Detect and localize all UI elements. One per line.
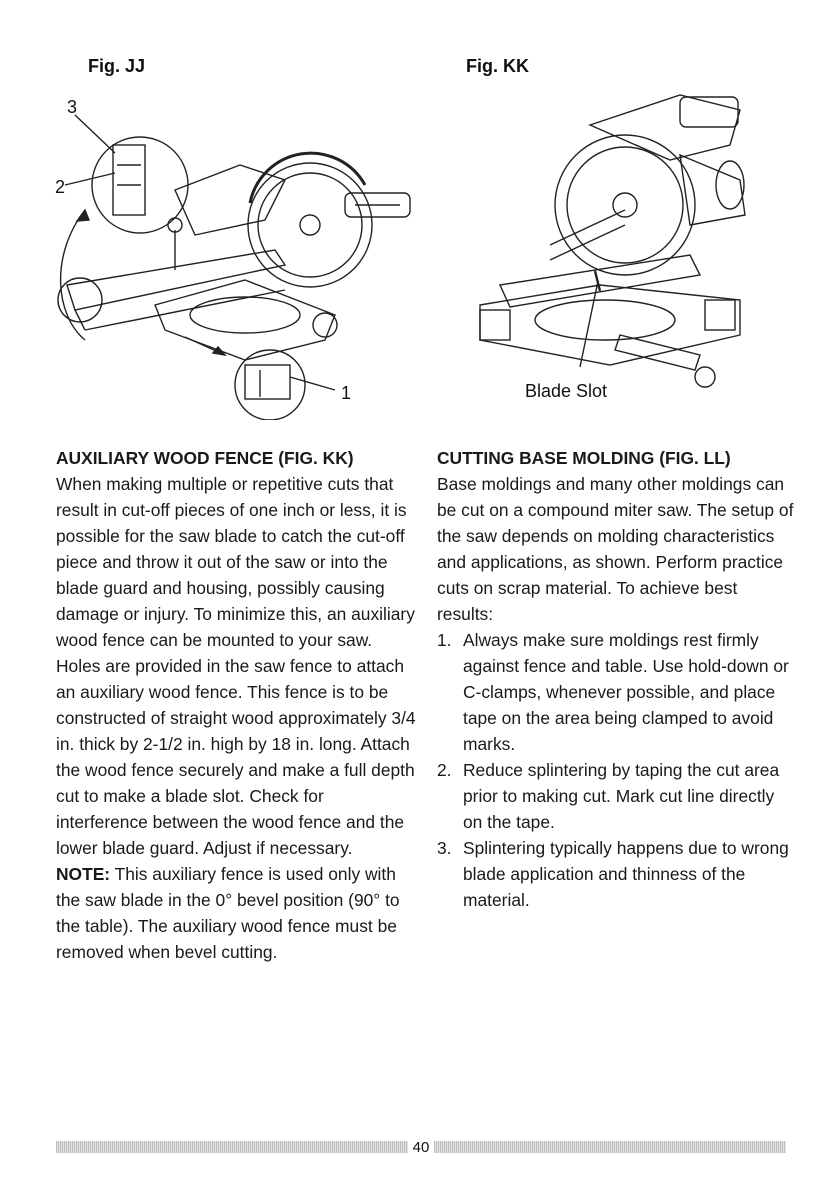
right-column <box>437 445 797 913</box>
base-molding-intro: Base moldings and many other moldings can be cut on a compound miter saw. The setup of the saw depends on molding characteristics and applications, as shown. Perform practice cuts on scrap material. To achieve best results: <box>437 474 794 624</box>
callout-3-leader <box>75 115 115 153</box>
saw-base <box>480 285 740 365</box>
figure-jj-label: Fig. JJ <box>88 56 146 76</box>
motor-housing <box>175 165 285 235</box>
note-text: This auxiliary fence is used only with the saw blade in the 0° bevel position (90° to the table). The auxiliary wood fence must be removed when bevel cutting. <box>56 864 400 962</box>
step-text: Reduce splintering by taping the cut area prior to making cut. Mark cut line directly on the tape. <box>463 760 780 832</box>
step-number: 3. <box>437 838 452 858</box>
saw-blade <box>555 135 695 275</box>
figure-kk-illustration <box>440 85 770 420</box>
callout-1-leader <box>290 377 335 390</box>
fence-detail <box>113 145 145 215</box>
footer-bar-left <box>56 1141 408 1153</box>
figure-jj-illustration <box>45 85 425 420</box>
callout-2: 2 <box>55 177 66 197</box>
auxiliary-fence-paragraph: When making multiple or repetitive cuts that result in cut-off pieces of one inch or less, it is possible for the saw blade to catch the cut-off piece and throw it out of the saw or into the blade guard and housing, possibly causing damage or injury. To minimize this, an auxiliary wood fence can be mounted to your saw. Holes are provided in the saw fence to attach an auxiliary wood fence. This fence is to be constructed of straight wood approximately 3/4 in. thick by 2-1/2 in. high by 18 in. long. Attach the wood fence securely and make a full depth cut to make a blade slot. Check for interference between the wood fence and the lower blade guard. Adjust if necessary. <box>56 474 416 858</box>
figure-kk-label: Fig. KK <box>466 56 529 76</box>
note-paragraph <box>56 861 418 965</box>
note-label: NOTE: <box>56 864 111 884</box>
blade-slot-callout: Blade Slot <box>525 381 608 401</box>
step-text: Always make sure moldings rest firmly against fence and table. Use hold-down or C-clamps, whenever possible, and place tape on the area being clamped to avoid marks. <box>463 630 789 754</box>
callout-3: 3 <box>67 97 78 117</box>
step-item <box>437 627 797 757</box>
miter-saw-drawing-kk <box>440 85 770 420</box>
saw-handle <box>680 97 738 127</box>
callout-1: 1 <box>341 383 352 403</box>
motor-housing <box>680 155 745 225</box>
miter-saw-drawing-jj <box>45 85 425 420</box>
step-number: 1. <box>437 630 452 650</box>
section-heading-auxiliary-wood-fence: AUXILIARY WOOD FENCE (FIG. KK) <box>56 448 354 468</box>
saw-base <box>155 280 335 360</box>
saw-blade <box>248 163 372 287</box>
section-heading-cutting-base-molding: CUTTING BASE MOLDING (FIG. LL) <box>437 448 731 468</box>
callout-2-leader <box>65 173 115 185</box>
page-footer <box>56 1136 786 1158</box>
detail-inset-left <box>58 278 102 322</box>
lock-knob <box>695 367 715 387</box>
lock-knob <box>313 313 337 337</box>
step-number: 2. <box>437 760 452 780</box>
footer-bar-right <box>434 1141 786 1153</box>
best-results-steps <box>437 627 797 913</box>
step-item <box>437 757 797 835</box>
wood-fence <box>500 255 700 307</box>
step-text: Splintering typically happens due to wrong blade application and thinness of the material. <box>463 838 789 910</box>
left-column <box>56 445 418 965</box>
miter-arm <box>615 335 700 370</box>
step-item <box>437 835 797 913</box>
page-number: 40 <box>412 1138 430 1156</box>
auxiliary-fence <box>67 250 285 310</box>
